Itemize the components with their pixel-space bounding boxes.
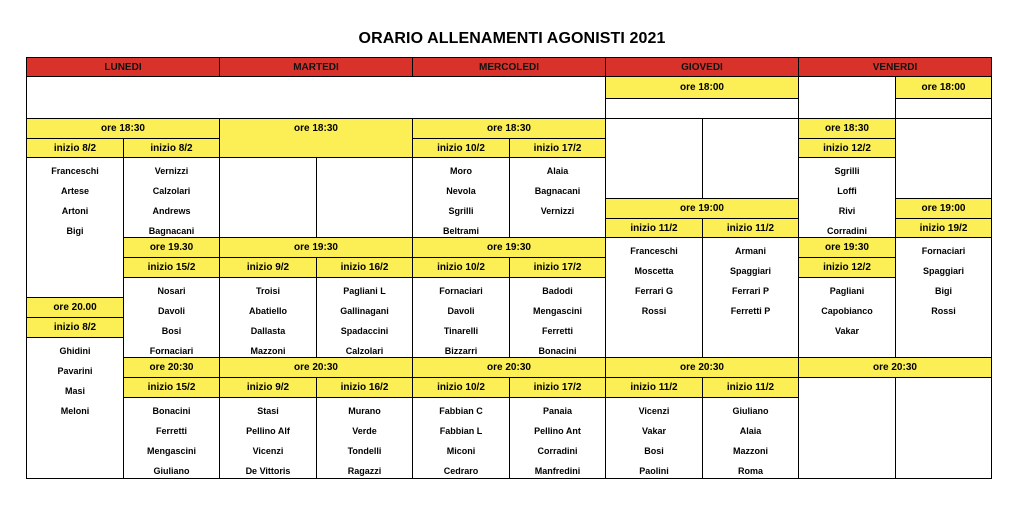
list-item: Bagnacani xyxy=(148,226,195,236)
mercoledi-1830-header: ore 18:30 xyxy=(412,118,606,139)
list-item: Beltrami xyxy=(442,226,479,236)
list-item: Ferretti P xyxy=(730,306,771,316)
list-item: Bizzarri xyxy=(444,346,478,356)
list-item: Abatiello xyxy=(248,306,287,316)
list-item: Corradini xyxy=(826,226,867,236)
list-item: Panaia xyxy=(542,406,573,416)
mercoledi-2030-start-a: inizio 10/2 xyxy=(412,377,510,398)
list-item: De Vittoris xyxy=(245,466,291,476)
empty-cell xyxy=(219,157,317,238)
list-item: Fabbian C xyxy=(439,406,483,416)
mercoledi-1830-start-b: inizio 17/2 xyxy=(509,138,606,158)
venerdi-1930-group xyxy=(798,277,896,358)
lunedi-1930-start: inizio 15/2 xyxy=(123,257,220,278)
empty-cell xyxy=(798,377,896,479)
list-item: Corradini xyxy=(537,446,578,456)
list-item: Moro xyxy=(450,166,472,176)
list-item: Verde xyxy=(352,426,377,436)
venerdi-1900-start: inizio 19/2 xyxy=(895,218,992,238)
day-header-mercoledi: MERCOLEDI xyxy=(412,57,606,77)
giovedi-1900-header: ore 19:00 xyxy=(605,198,799,219)
list-item: Capobianco xyxy=(821,306,873,316)
lunedi-2000-group xyxy=(26,337,124,479)
martedi-1830-header: ore 18:30 xyxy=(219,118,413,158)
list-item: Pellino Ant xyxy=(534,426,581,436)
list-item: Artese xyxy=(60,186,89,196)
venerdi-1900-header: ore 19:00 xyxy=(895,198,992,219)
martedi-2030-group-a xyxy=(219,397,317,479)
lunedi-1830-start-a: inizio 8/2 xyxy=(26,138,124,158)
list-item: Dallasta xyxy=(250,326,286,336)
venerdi-1900-group xyxy=(895,237,992,358)
giovedi-2030-group-b xyxy=(702,397,799,479)
list-item: Giuliano xyxy=(732,406,769,416)
giovedi-2030-start-b: inizio 11/2 xyxy=(702,377,799,398)
list-item: Meloni xyxy=(60,406,90,416)
lunedi-1930-header: ore 19.30 xyxy=(123,237,220,258)
mercoledi-1930-group-a xyxy=(412,277,510,358)
list-item: Rossi xyxy=(931,306,956,316)
day-header-martedi: MARTEDI xyxy=(219,57,413,77)
day-header-lunedi: LUNEDI xyxy=(26,57,220,77)
list-item: Sgrilli xyxy=(834,166,860,176)
list-item: Giuliano xyxy=(153,466,190,476)
list-item: Mengascini xyxy=(146,446,196,456)
list-item: Fornaciari xyxy=(921,246,966,256)
empty-cell xyxy=(316,157,413,238)
mercoledi-1930-start-a: inizio 10/2 xyxy=(412,257,510,278)
venerdi-1830-header: ore 18:30 xyxy=(798,118,896,139)
list-item: Davoli xyxy=(447,306,475,316)
lunedi-2000-start: inizio 8/2 xyxy=(26,317,124,338)
martedi-2030-header: ore 20:30 xyxy=(219,357,413,378)
lunedi-1830-start-b: inizio 8/2 xyxy=(123,138,220,158)
lunedi-2030-group xyxy=(123,397,220,479)
venerdi-1800-header: ore 18:00 xyxy=(895,76,992,99)
schedule-table xyxy=(26,57,992,479)
list-item: Cedraro xyxy=(443,466,479,476)
list-item: Pagliani xyxy=(829,286,865,296)
giovedi-1800-header: ore 18:00 xyxy=(605,76,799,99)
lunedi-1830-header: ore 18:30 xyxy=(26,118,220,139)
empty-cell xyxy=(895,98,992,119)
empty-cell xyxy=(895,377,992,479)
giovedi-1900-group-b xyxy=(702,237,799,358)
list-item: Ragazzi xyxy=(347,466,382,476)
empty-cell xyxy=(702,118,799,199)
list-item: Franceschi xyxy=(51,166,99,176)
list-item: Bigi xyxy=(935,286,952,296)
list-item: Badodi xyxy=(542,286,573,296)
mercoledi-2030-group-b xyxy=(509,397,606,479)
list-item: Miconi xyxy=(446,446,476,456)
list-item: Fabbian L xyxy=(439,426,483,436)
list-item: Spaggiari xyxy=(729,266,771,276)
martedi-2030-group-b xyxy=(316,397,413,479)
martedi-1930-header: ore 19:30 xyxy=(219,237,413,258)
list-item: Vernizzi xyxy=(154,166,189,176)
list-item: Spadaccini xyxy=(340,326,389,336)
list-item: Manfredini xyxy=(534,466,581,476)
venerdi-1830-group xyxy=(798,157,896,238)
list-item: Davoli xyxy=(157,306,185,316)
lunedi-1830-group-b xyxy=(123,157,220,238)
martedi-1930-start-b: inizio 16/2 xyxy=(316,257,413,278)
giovedi-2030-start-a: inizio 11/2 xyxy=(605,377,703,398)
list-item: Nevola xyxy=(446,186,476,196)
mercoledi-1830-start-a: inizio 10/2 xyxy=(412,138,510,158)
martedi-2030-start-b: inizio 16/2 xyxy=(316,377,413,398)
mercoledi-2030-group-a xyxy=(412,397,510,479)
list-item: Alaia xyxy=(546,166,569,176)
list-item: Roma xyxy=(737,466,763,476)
empty-cell xyxy=(895,118,992,199)
lunedi-1930-group xyxy=(123,277,220,358)
list-item: Vicenzi xyxy=(252,446,284,456)
list-item: Loffi xyxy=(837,186,857,196)
list-item: Fornaciari xyxy=(149,346,194,356)
list-item: Fornaciari xyxy=(439,286,483,296)
list-item: Ferretti xyxy=(541,326,573,336)
day-header-venerdi: VENERDI xyxy=(798,57,992,77)
list-item: Rossi xyxy=(641,306,667,316)
giovedi-2030-group-a xyxy=(605,397,703,479)
list-item: Vakar xyxy=(641,426,667,436)
list-item: Armani xyxy=(734,246,766,256)
list-item: Spaggiari xyxy=(922,266,964,276)
list-item: Gallinagani xyxy=(340,306,389,316)
mercoledi-1930-header: ore 19:30 xyxy=(412,237,606,258)
empty-cell xyxy=(26,76,606,119)
venerdi-2030-header: ore 20:30 xyxy=(798,357,992,378)
list-item: Masi xyxy=(64,386,85,396)
list-item: Bigi xyxy=(66,226,84,236)
mercoledi-1830-group-b xyxy=(509,157,606,238)
list-item: Andrews xyxy=(152,206,191,216)
martedi-1930-start-a: inizio 9/2 xyxy=(219,257,317,278)
list-item: Mazzoni xyxy=(250,346,286,356)
venerdi-1930-header: ore 19:30 xyxy=(798,237,896,258)
mercoledi-1930-group-b xyxy=(509,277,606,358)
venerdi-1930-start: inizio 12/2 xyxy=(798,257,896,278)
empty-cell xyxy=(798,76,896,119)
list-item: Calzolari xyxy=(152,186,191,196)
list-item: Vakar xyxy=(834,326,860,336)
list-item: Sgrilli xyxy=(448,206,474,216)
empty-cell xyxy=(605,118,703,199)
empty-cell xyxy=(605,98,799,119)
list-item: Troisi xyxy=(255,286,280,296)
list-item: Ferretti xyxy=(155,426,187,436)
list-item: Vernizzi xyxy=(540,206,575,216)
list-item: Moscetta xyxy=(634,266,674,276)
list-item: Calzolari xyxy=(345,346,384,356)
list-item: Stasi xyxy=(257,406,279,416)
list-item: Tondelli xyxy=(347,446,382,456)
day-header-giovedi: GIOVEDI xyxy=(605,57,799,77)
martedi-2030-start-a: inizio 9/2 xyxy=(219,377,317,398)
lunedi-2000-header: ore 20.00 xyxy=(26,297,124,318)
list-item: Bosi xyxy=(161,326,182,336)
list-item: Nosari xyxy=(157,286,186,296)
list-item: Pavarini xyxy=(57,366,93,376)
list-item: Murano xyxy=(348,406,381,416)
mercoledi-2030-header: ore 20:30 xyxy=(412,357,606,378)
list-item: Tinarelli xyxy=(443,326,479,336)
giovedi-1900-group-a xyxy=(605,237,703,358)
lunedi-2030-header: ore 20:30 xyxy=(123,357,220,378)
list-item: Pagliani L xyxy=(343,286,386,296)
giovedi-1900-start-a: inizio 11/2 xyxy=(605,218,703,238)
list-item: Mazzoni xyxy=(733,446,768,456)
list-item: Bonacini xyxy=(152,406,191,416)
list-item: Bosi xyxy=(644,446,664,456)
mercoledi-1830-group-a xyxy=(412,157,510,238)
list-item: Ghidini xyxy=(59,346,91,356)
list-item: Vicenzi xyxy=(638,406,670,416)
list-item: Artoni xyxy=(61,206,89,216)
lunedi-1830-group-a xyxy=(26,157,124,298)
list-item: Ferrari G xyxy=(634,286,674,296)
list-item: Rivi xyxy=(838,206,856,216)
lunedi-2030-start: inizio 15/2 xyxy=(123,377,220,398)
list-item: Bagnacani xyxy=(534,186,581,196)
list-item: Pellino Alf xyxy=(246,426,290,436)
list-item: Bonacini xyxy=(538,346,577,356)
list-item: Alaia xyxy=(739,426,762,436)
martedi-1930-group-a xyxy=(219,277,317,358)
venerdi-1830-start: inizio 12/2 xyxy=(798,138,896,158)
mercoledi-1930-start-b: inizio 17/2 xyxy=(509,257,606,278)
mercoledi-2030-start-b: inizio 17/2 xyxy=(509,377,606,398)
giovedi-1900-start-b: inizio 11/2 xyxy=(702,218,799,238)
page-title: ORARIO ALLENAMENTI AGONISTI 2021 xyxy=(358,30,666,47)
list-item: Paolini xyxy=(639,466,669,476)
list-item: Ferrari P xyxy=(731,286,770,296)
martedi-1930-group-b xyxy=(316,277,413,358)
list-item: Franceschi xyxy=(630,246,678,256)
giovedi-2030-header: ore 20:30 xyxy=(605,357,799,378)
list-item: Mengascini xyxy=(532,306,582,316)
